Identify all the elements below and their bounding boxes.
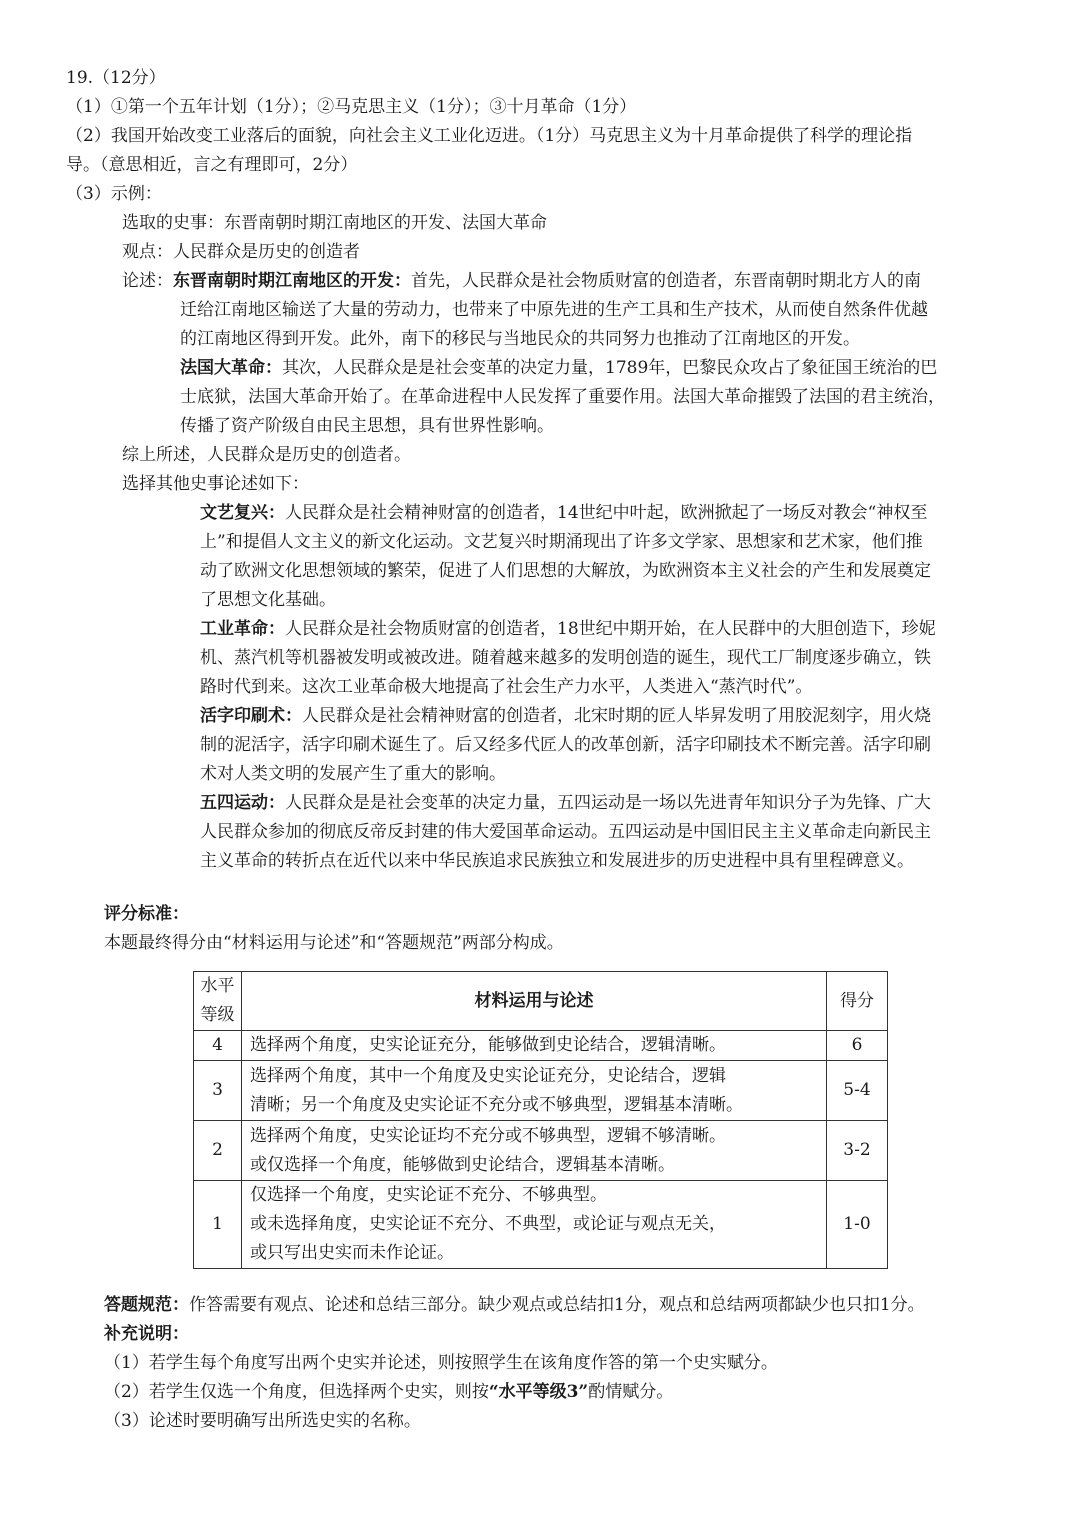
desc-line: 仅选择一个角度，史实论证不充分、不够典型。 (250, 1185, 607, 1205)
supplement-heading: 补充说明： (104, 1324, 189, 1344)
desc-line: 选择两个角度，其中一个角度及史实论证充分，史论结合，逻辑 (250, 1065, 726, 1086)
supplement-item-3: （3）论述时要明确写出所选史实的名称。 (104, 1411, 421, 1431)
level-header (194, 972, 242, 1031)
may4-text-1: 人民群众是是社会变革的决定力量，五四运动是一场以先进青年知识分子为先锋、广大 (285, 793, 931, 813)
part-3-label: （3）示例： (66, 184, 162, 204)
desc-line: 清晰；另一个角度及史实论证不充分或不够典型，逻辑基本清晰。 (250, 1094, 743, 1115)
score-header: 得分 (827, 972, 888, 1031)
may4-line-1 (200, 789, 931, 818)
desc-line: 或只写出史实而未作论证。 (250, 1243, 454, 1263)
part-2-answer-line-2: 导。（意思相近，言之有理即可，2分） (66, 155, 358, 175)
table-header-row (194, 972, 888, 1031)
desc-line: 选择两个角度，史实论证充分，能够做到史论结合，逻辑清晰。 (250, 1035, 726, 1055)
table-row (194, 1181, 888, 1269)
printing-heading: 活字印刷术： (200, 706, 302, 726)
supplement-item-2-pre: （2）若学生仅选一个角度，但选择两个史实，则按 (104, 1382, 489, 1402)
renaissance-heading: 文艺复兴： (200, 503, 285, 523)
score-cell: 3-2 (827, 1121, 888, 1181)
level-cell: 4 (194, 1031, 242, 1061)
other-events-intro: 选择其他史事论述如下： (122, 474, 309, 494)
argument-jiangnan-line-1 (122, 267, 921, 296)
desc-line: 或仅选择一个角度，能够做到史论结合，逻辑基本清晰。 (250, 1154, 675, 1175)
scoring-table (193, 971, 888, 1269)
industrial-line-2: 机、蒸汽机等机器被发明或被改进。随着越来越多的发明创造的诞生，现代工厂制度逐步确立，铁 (200, 648, 931, 668)
desc-header: 材料运用与论述 (242, 972, 827, 1031)
argument-jiangnan-line-3: 的江南地区得到开发。此外，南下的移民与当地民众的共同努力也推动了江南地区的开发。 (180, 329, 860, 349)
example-events: 选取的史事：东晋南朝时期江南地区的开发、法国大革命 (122, 213, 547, 233)
level-header-line-1: 水平 (200, 976, 235, 996)
supplement-item-1: （1）若学生每个角度写出两个史实并论述，则按照学生在该角度作答的第一个史实赋分。 (104, 1353, 778, 1373)
part-2-answer-line-1: （2）我国开始改变工业落后的面貌，向社会主义工业化迈进。（1分）马克思主义为十月革命提供了科学的理论指 (66, 126, 913, 146)
argument-prefix: 论述： (122, 271, 173, 291)
renaissance-line-2: 上”和提倡人文主义的新文化运动。文艺复兴时期涌现出了许多文学家、思想家和艺术家，他们推 (200, 532, 923, 552)
jiangnan-text-1: 首先，人民群众是社会物质财富的创造者，东晋南朝时期北方人的南 (411, 271, 921, 291)
question-title: 19.（12分） (66, 68, 166, 88)
criteria-heading: 评分标准： (104, 904, 189, 924)
part-1-answer: （1）①第一个五年计划（1分）；②马克思主义（1分）；③十月革命（1分） (66, 97, 637, 117)
printing-text-1: 人民群众是社会精神财富的创造者，北宋时期的匠人毕昇发明了用胶泥刻字，用火烧 (302, 706, 931, 726)
desc-cell (242, 1031, 827, 1061)
renaissance-line-3: 动了欧洲文化思想领域的繁荣，促进了人们思想的大解放，为欧洲资本主义社会的产生和发展奠定 (200, 561, 931, 581)
desc-cell (242, 1061, 827, 1121)
table-row (194, 1061, 888, 1121)
score-cell: 6 (827, 1031, 888, 1061)
score-cell: 1-0 (827, 1181, 888, 1269)
jiangnan-heading: 东晋南朝时期江南地区的开发： (173, 271, 411, 291)
level-cell: 2 (194, 1121, 242, 1181)
level-header-line-2: 等级 (200, 1005, 235, 1025)
desc-cell (242, 1121, 827, 1181)
supplement-item-2 (104, 1378, 673, 1407)
summary: 综上所述，人民群众是历史的创造者。 (122, 445, 411, 465)
france-heading: 法国大革命： (180, 358, 282, 378)
france-text-1: 其次，人民群众是是社会变革的决定力量，1789年，巴黎民众攻占了象征国王统治的巴 (282, 358, 938, 378)
industrial-text-1: 人民群众是社会物质财富的创造者，18世纪中期开始，在人民群中的大胆创造下，珍妮 (285, 619, 936, 639)
criteria-text: 本题最终得分由“材料运用与论述”和“答题规范”两部分构成。 (104, 933, 564, 953)
printing-line-3: 术对人类文明的发展产生了重大的影响。 (200, 764, 506, 784)
printing-line-1 (200, 702, 931, 731)
industrial-heading: 工业革命： (200, 619, 285, 639)
printing-line-2: 制的泥活字，活字印刷术诞生了。后又经多代匠人的改革创新，活字印刷技术不断完善。活字印刷 (200, 735, 931, 755)
desc-line: 选择两个角度，史实论证均不充分或不够典型，逻辑不够清晰。 (250, 1125, 726, 1146)
may4-line-2: 人民群众参加的彻底反帝反封建的伟大爱国革命运动。五四运动是中国旧民主主义革命走向新民主 (200, 822, 931, 842)
level-cell: 1 (194, 1181, 242, 1269)
argument-france-line-2: 士底狱，法国大革命开始了。在革命进程中人民发挥了重要作用。法国大革命摧毁了法国的君主统治， (180, 387, 945, 407)
supplement-item-2-post: 酌情赋分。 (588, 1382, 674, 1402)
argument-jiangnan-line-2: 迁给江南地区输送了大量的劳动力，也带来了中原先进的生产工具和生产技术，从而使自然条件优越 (180, 300, 928, 320)
desc-line: 或未选择角度，史实论证不充分、不典型，或论证与观点无关， (250, 1214, 726, 1234)
supplement-item-2-bold: “水平等级3” (488, 1382, 589, 1402)
example-view: 观点：人民群众是历史的创造者 (122, 242, 360, 262)
score-cell: 5-4 (827, 1061, 888, 1121)
renaissance-line-1 (200, 499, 927, 528)
spec-text: 作答需要有观点、论述和总结三部分。缺少观点或总结扣1分，观点和总结两项都缺少也只扣1分。 (189, 1295, 925, 1315)
desc-cell (242, 1181, 827, 1269)
argument-france-line-3: 传播了资产阶级自由民主思想，具有世界性影响。 (180, 416, 554, 436)
answer-spec (104, 1291, 925, 1320)
spec-heading: 答题规范： (104, 1295, 189, 1315)
renaissance-line-4: 了思想文化基础。 (200, 590, 336, 610)
table-row (194, 1031, 888, 1061)
industrial-line-3: 路时代到来。这次工业革命极大地提高了社会生产力水平，人类进入“蒸汽时代”。 (200, 677, 813, 697)
industrial-line-1 (200, 615, 936, 644)
argument-france-line-1 (180, 354, 937, 383)
may4-heading: 五四运动： (200, 793, 285, 813)
table-row (194, 1121, 888, 1181)
may4-line-3: 主义革命的转折点在近代以来中华民族追求民族独立和发展进步的历史进程中具有里程碑意义。 (200, 851, 914, 871)
level-cell: 3 (194, 1061, 242, 1121)
renaissance-text-1: 人民群众是社会精神财富的创造者，14世纪中叶起，欧洲掀起了一场反对教会“神权至 (285, 503, 928, 523)
